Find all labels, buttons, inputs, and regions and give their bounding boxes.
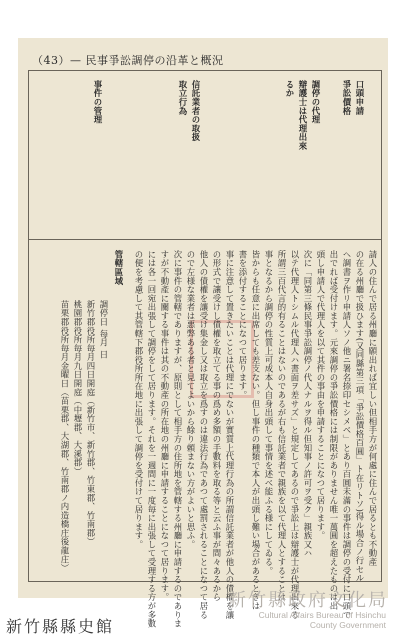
jurisdiction-head: 管轄區域 xyxy=(114,250,124,286)
cultural-bureau-logo: 新竹縣政府文化局 xyxy=(228,590,388,611)
body-col-12: 事に注意して置きたいことは代理にでないが實質上代理行為の所謂信託業者が他人の債權を讓 xyxy=(225,250,235,620)
body-col-15: ので左様な業者は悪弊ある者と見てよいから餘り頼まない方がよいと思ふ。 xyxy=(186,250,196,549)
body-col-13: の形式で讓受けし債權を取立てる事の爲め多額の手數料を取る等と云ふ事が間々あるから xyxy=(212,250,222,602)
jurisdiction-row-miaoli: 苗栗郡役所毎月金曜日（苗栗郡、大湖郡、竹南郡ノ内造橋庄後龍庄） xyxy=(60,300,70,573)
body-col-7: 以テ代理人トシムル代理人ハ書面ヲ差サズ」と規定してあるので爭訟上は辯護士が代理出來る xyxy=(290,250,300,620)
jurisdiction-row-hsinchu: 新竹郡役所毎月四日開庭（新竹市、新竹郡、竹東郡、竹南郡） xyxy=(86,300,96,547)
body-col-8: 所謂三百代言的有ることはないのであるが右も信託業者で親族を以て代理人とすることは xyxy=(277,250,287,602)
label-collection: 取立行為 xyxy=(178,80,188,116)
jurisdiction-row-taoyuan: 桃園郡役所毎月九日開庭（中壢郡、大溪郡） xyxy=(73,300,83,476)
body-col-2: の在る州廳で扱ひます(又同縣第三項「爭訟價格百圓」ト在リトソ)得ル場合ノ行セル xyxy=(355,250,365,583)
watermark-en-line2: County Government xyxy=(309,620,386,630)
body-col-16: 次に事件の管轄でありますが、原則として相手方の住所地を管轄する州廳に申請するのでありま xyxy=(173,250,183,628)
body-col-4: 出でれば受付けます。元來調停の爭訟價格には制限がありません唯一萬圓を超えたものは出 xyxy=(329,250,339,611)
label-mediation-agent: 調停の代理 xyxy=(311,80,321,124)
watermark-en-line1: Cultural Affairs Bureau of Hsinchu xyxy=(258,610,386,620)
label-lawyer-agent: 辯護士は代理出來 xyxy=(298,80,308,151)
page-header: （43）— 民事爭訟調停の沿革と概況 xyxy=(32,54,224,67)
body-col-11: 書を添付することになつて居ります。 xyxy=(238,250,248,400)
label-oral-application: 口頭申請 xyxy=(355,80,365,116)
label-trust-business: 信託業者の取扱 xyxy=(191,80,201,142)
body-col-10: 皆からも任意に出席しても差支ない。但し事件の種類で本人が出頭し難い場合があるときは xyxy=(251,250,261,611)
body-col-9: 事となるから調停の性質上可成本人自身出頭して事情を述べ能ふる様にしてゐる。 xyxy=(264,250,274,576)
body-col-19: の便を考慮して其管轄下郡役所所在地に出張して調停を受付けて居ります。 xyxy=(134,250,144,549)
body-col-6: 次に「同第三條民事爭訟調停ノ代人ナルヲ得ル但知事ノ許可ヲ受ク」親族又ハ xyxy=(303,250,313,558)
body-col-1: 請人の住んで居る州廳に願出れば宜しい但相手方が何處に住んで居るとも不動產 xyxy=(368,250,378,567)
county-history-logo: 新竹縣縣史館 xyxy=(6,617,115,636)
section-divider xyxy=(28,239,382,240)
label-ka: るか xyxy=(285,80,295,98)
label-dispute-value: 爭訟價格 xyxy=(342,80,352,116)
jurisdiction-row-date: 調停日 每月 日 xyxy=(99,300,109,359)
body-col-14: 他人の債權を讓受け集金し又は取立を爲すのは違法行為であつて處罰されることになつて居る xyxy=(199,250,209,620)
body-col-18: には各一回宛出張して調停をして居ります。それを一週間に一度毎に出張して受理する方が多數 xyxy=(147,250,157,628)
label-case-jurisdiction: 事件の管理 xyxy=(93,80,103,124)
body-col-3: ヘ調書ヲ作リ申請人ソノ他ニ署名捺印セシメベ」とあり百圓未滿の事件は調停の受付に口頭で xyxy=(342,250,352,620)
body-col-17: すが不動產に關する事件は其の不動產の所在地の州廳に申請することになつて居ります。 xyxy=(160,250,170,602)
body-col-5: 頭し申請人で代理人を以て其件の事由を申請することになつて居ります。 xyxy=(316,250,326,541)
